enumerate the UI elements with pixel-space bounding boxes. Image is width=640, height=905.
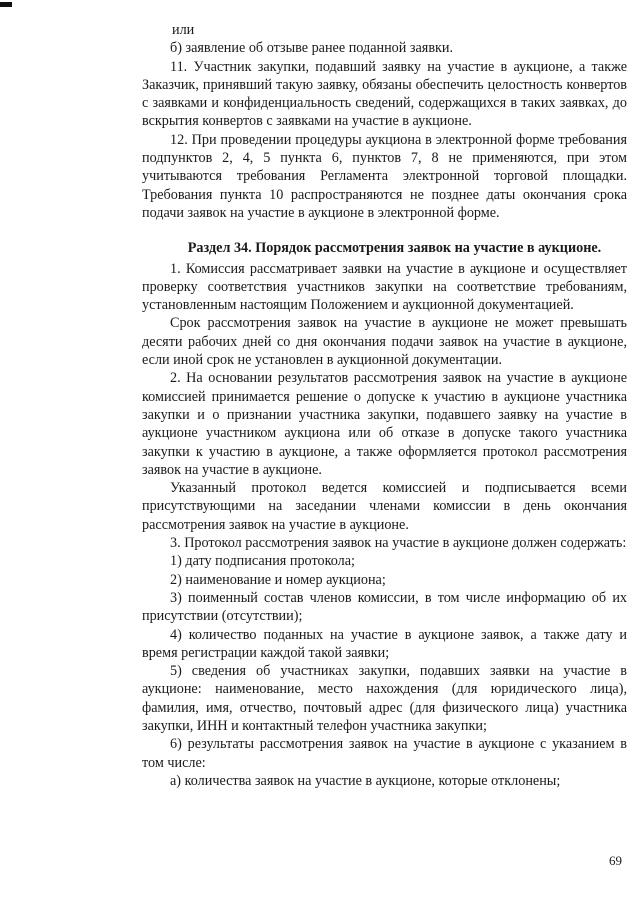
- list-item-3: 3) поименный состав членов комиссии, в том числе информацию об их присутствии (отсутствии);: [142, 589, 627, 625]
- section-34-paragraph-1: 1. Комиссия рассматривает заявки на участие в аукционе и осуществляет проверку соответствия участников закупки на соответствие требованиям, установленным настоящим Положением и аукционной документацией.: [142, 260, 627, 314]
- section-34-paragraph-1b: Срок рассмотрения заявок на участие в аукционе не может превышать десяти рабочих дней со дня окончания подачи заявок на участие в аукционе, если иной срок не установлен в аукционной документации.: [142, 315, 627, 369]
- section-34-paragraph-2: 2. На основании результатов рассмотрения заявок на участие в аукционе комиссией принимается решение о допуске к участию в аукционе участника закупки и о признании участника закупки, подавшего заявку на участие в аукционе участником аукциона или об отказе в допуске такого участника закупки к участию в аукционе, а также оформляется протокол рассмотрения заявок на участие в аукционе.: [142, 370, 627, 478]
- section-34-paragraph-3: 3. Протокол рассмотрения заявок на участие в аукционе должен содержать:: [170, 535, 627, 552]
- scan-corner-mark: [0, 2, 12, 7]
- list-item-6a: а) количества заявок на участие в аукционе, которые отклонены;: [170, 772, 561, 789]
- page-number: 69: [609, 853, 622, 868]
- paragraph-ili: или: [172, 22, 195, 38]
- section-34-paragraph-2b: Указанный протокол ведется комиссией и подписывается всеми присутствующими на заседании членами комиссии в день окончания рассмотрения заявок на участие в аукционе.: [142, 480, 627, 533]
- paragraph-11: 11. Участник закупки, подавший заявку на участие в аукционе, а также Заказчик, принявший такую заявку, обязаны обеспечить целостность конвертов с заявками и конфиденциальность сведений, содержащихся в таких заявках, до вскрытия конвертов с заявками на участие в аукционе.: [142, 58, 627, 130]
- section-34-heading: Раздел 34. Порядок рассмотрения заявок на участие в аукционе.: [187, 240, 602, 257]
- paragraph-b-withdrawal: б) заявление об отзыве ранее поданной заявки.: [170, 40, 454, 57]
- paragraph-12: 12. При проведении процедуры аукциона в электронной форме требования подпунктов 2, 4, 5 пункта 6, пунктов 7, 8 не применяются, при этом учитываются требования Регламента электронной торговой площадки. Требования пункта 10 распространяются не позднее даты окончания срока подачи заявок на участие в аукционе в электронной форме.: [142, 131, 627, 221]
- list-item-2: 2) наименование и номер аукциона;: [170, 571, 386, 588]
- list-item-5: 5) сведения об участниках закупки, подавших заявки на участие в аукционе: наименование, место нахождения (для юридического лица), фамилия, имя, отчество, почтовый адрес (для физического лица) участника закупки, ИНН и контактный телефон участника закупки;: [142, 663, 627, 734]
- list-item-1: 1) дату подписания протокола;: [170, 553, 355, 570]
- list-item-6: 6) результаты рассмотрения заявок на участие в аукционе с указанием в том числе:: [142, 736, 627, 771]
- document-body: [142, 21, 627, 790]
- list-item-4: 4) количество поданных на участие в аукционе заявок, а также дату и время регистрации каждой такой заявки;: [142, 626, 627, 661]
